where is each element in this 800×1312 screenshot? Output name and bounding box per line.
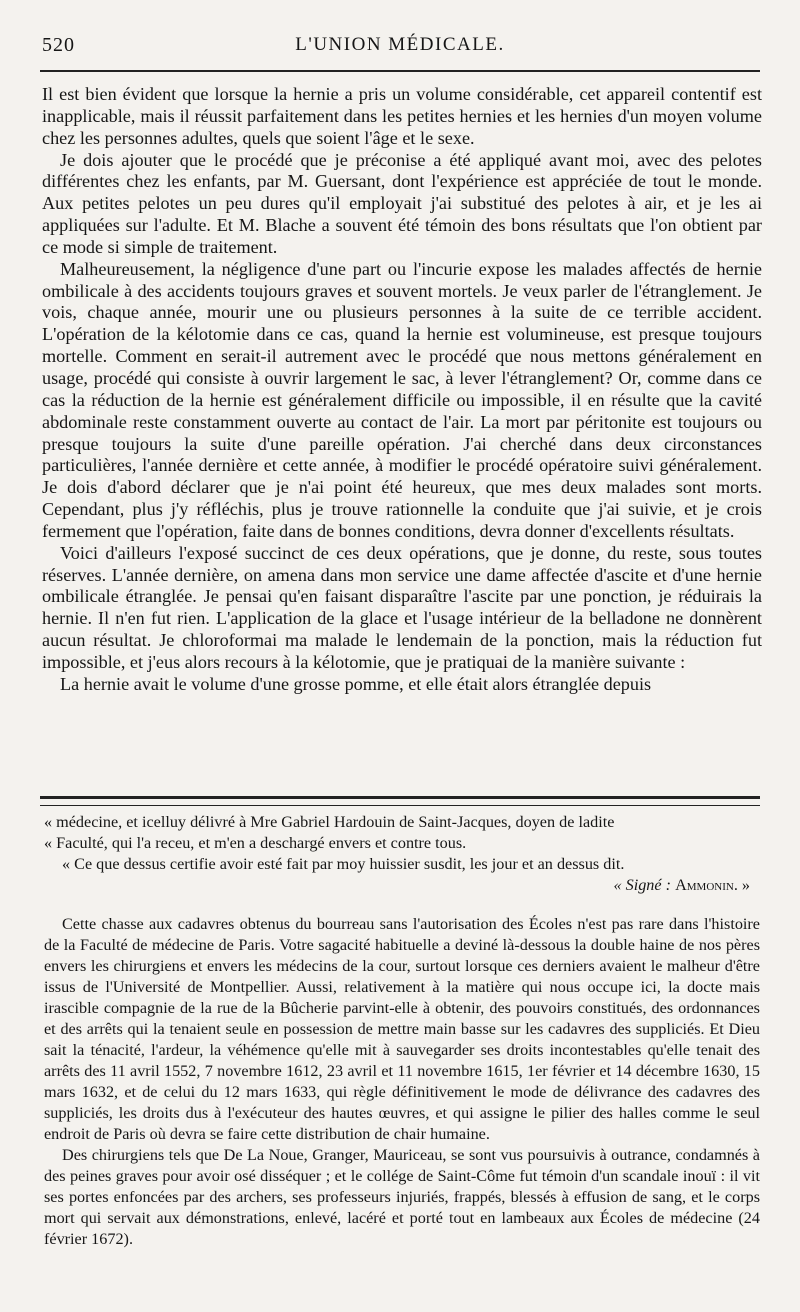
- main-text: [42, 84, 762, 696]
- footnote-paragraph-2: Des chirurgiens tels que De La Noue, Granger, Mauriceau, se sont vus poursuivis à outrance, condamnés à des peines graves pour avoir osé disséquer ; et le collége de Saint-Côme fut témoin d'un scandale inouï : il vit ses portes enfoncées par des archers, ses professeurs injuriés, frappés, blessés à effusion de sang, et le corps mort qui servait aux démonstrations, enlevé, lacéré et porté tout en lambeaux aux Écoles de médecine (24 février 1672).: [44, 1146, 760, 1248]
- paragraph-5: La hernie avait le volume d'une grosse pomme, et elle était alors étranglée depuis: [60, 673, 652, 694]
- paragraph-1: Il est bien évident que lorsque la hernie a pris un volume considérable, cet appareil contentif est inapplicable, mais il réussit parfaitement dans les petites hernies et les hernies d'un moyen volume chez les personnes adultes, quels que soient l'âge et le sexe.: [42, 84, 762, 148]
- paragraph-2: Je dois ajouter que le procédé que je préconise a été appliqué avant moi, avec des pelotes différentes chez les enfants, par M. Guersant, dont l'expérience est appréciée de tout le monde. Aux petites pelotes un peu dures qu'il employait j'ai substitué des pelotes à air, et je les ai appliquées sur l'adulte. Et M. Blache a souvent été témoin des bons résultats que l'on obtient par ce mode si simple de traitement.: [42, 149, 762, 257]
- signature-name: Ammonin: [675, 876, 734, 894]
- page-header: [40, 28, 760, 58]
- quote-line-3: « Ce que dessus certifie avoir esté fait par moy huissier susdit, les jour et an dessus dit.: [62, 855, 625, 873]
- signature: [44, 875, 760, 896]
- paragraph-3: Malheureusement, la négligence d'une part ou l'incurie expose les malades affectés de hernie ombilicale à des accidents toujours graves et souvent mortels. Je veux parler de l'étranglement. Je vois, chaque année, mourir une ou plusieurs personnes à la suite de ce terrible accident. L'opération de la kélotomie dans ce cas, quand la hernie est volumineuse, est presque toujours mortelle. Comment en serait-il autrement avec le procédé que nous mettons généralement en usage, procédé qui consiste à ouvrir largement le sac, à lever l'étranglement? Or, comme dans ce cas la réduction de la hernie est généralement difficile ou impossible, il en résulte que la cavité abdominale reste constamment ouverte au contact de l'air. La mort par péritonite est toujours ou presque toujours la suite d'une pareille opération. J'ai cherché dans deux circonstances particulières, l'année dernière et cette année, à modifier le procédé opératoire suivi généralement. Je dois d'abord déclarer que je n'ai point été heureux, que mes deux malades sont morts. Cependant, plus j'y réfléchis, plus je trouve rationnelle la conduite que j'ai suivie, et je crois fermement que l'opération, faite dans de bonnes conditions, devra donner d'excellents résultats.: [42, 258, 762, 541]
- footnote-separator: [40, 796, 760, 806]
- header-rule: [40, 70, 760, 72]
- footnote: [44, 812, 760, 1250]
- signature-prefix: « Signé :: [613, 876, 676, 894]
- signature-suffix: . »: [733, 876, 750, 894]
- paragraph-4: Voici d'ailleurs l'exposé succinct de ces deux opérations, que je donne, du reste, sous toutes réserves. L'année dernière, on amena dans mon service une dame affectée d'ascite et d'une hernie ombilicale étranglée. Je pensai qu'en faisant disparaître l'ascite par une ponction, je réduirais la hernie. Il n'en fut rien. L'application de la glace et l'usage intérieur de la belladone ne donnèrent aucun résultat. Je chloroformai ma malade le lendemain de la ponction, mais la réduction fut impossible, et j'eus alors recours à la kélotomie, que je pratiquai de la manière suivante :: [42, 542, 762, 672]
- running-title: L'UNION MÉDICALE.: [295, 34, 505, 55]
- footnote-paragraph-1: Cette chasse aux cadavres obtenus du bourreau sans l'autorisation des Écoles n'est pas rare dans l'histoire de la Faculté de médecine de Paris. Votre sagacité habituelle a deviné là-dessous la double haine de nos pères envers les chirurgiens et envers les médecins de la cour, surtout lorsque ces derniers avaient le malheur d'être issus de l'Université de Montpellier. Aussi, relativement à la matière qui nous occupe ici, la docte mais irascible compagnie de la rue de la Bûcherie parvint-elle à obtenir, des pouvoirs constitués, des ordonnances et des arrêts qui la tenaient seule en possession de mettre main basse sur les cadavres des suppliciés. Et Dieu sait la ténacité, l'ardeur, la véhémence qu'elle mit à sauvegarder ses droits incontestables qu'elle tenait des arrêts des 11 avril 1552, 7 novembre 1612, 23 avril et 11 novembre 1615, 1er février et 14 décembre 1630, 15 mars 1632, et de celui du 12 mars 1633, qui règle définitivement le mode de délivrance des cadavres des suppliciés, les droits dus à l'exécuteur des hautes œuvres, et qui assigne le pilier des halles comme le seul endroit de Paris où devra se faire cette distribution de chair humaine.: [44, 915, 760, 1143]
- page-number: 520: [42, 34, 75, 56]
- quote-line-1: « médecine, et icelluy délivré à Mre Gabriel Hardouin de Saint-Jacques, doyen de ladite: [44, 813, 615, 831]
- quote-line-2: « Faculté, qui l'a receu, et m'en a deschargé envers et contre tous.: [44, 834, 467, 852]
- spacer: [44, 896, 760, 914]
